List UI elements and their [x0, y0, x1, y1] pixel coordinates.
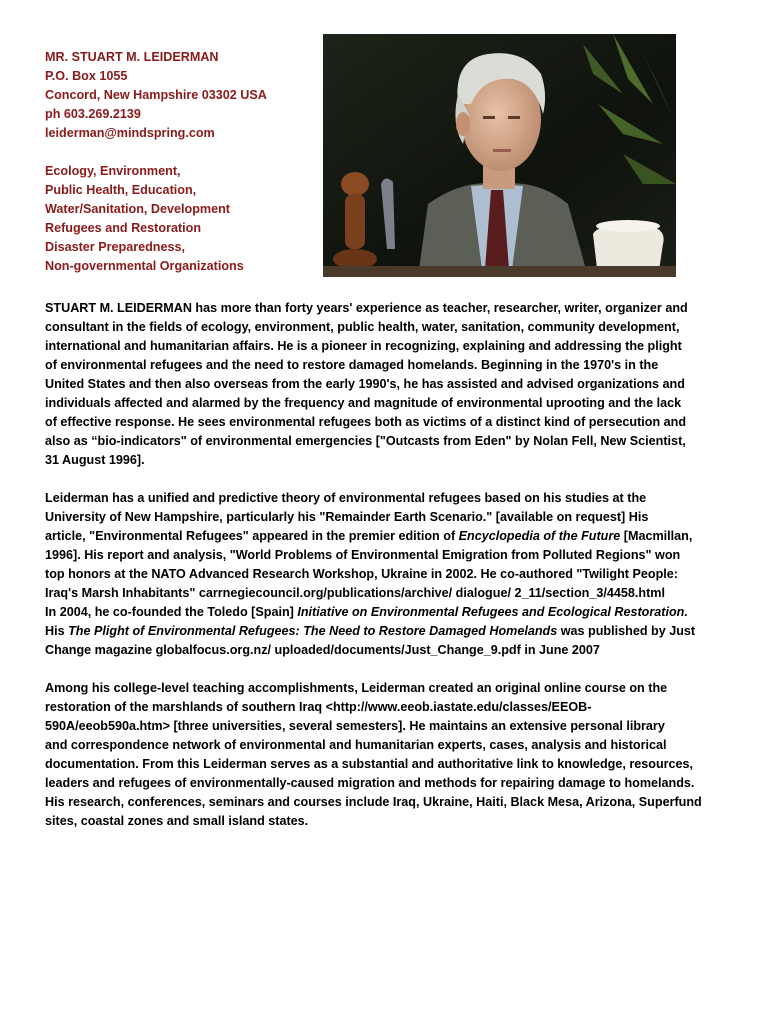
text-line: top honors at the NATO Advanced Research Workshop, Ukraine in 2002. He co-authored "Twilight People: [45, 567, 678, 581]
text-line: Change magazine globalfocus.org.nz/ uploaded/documents/Just_Change_9.pdf in June 2007 [45, 643, 600, 657]
paragraph-1 [45, 299, 735, 470]
text-line: University of New Hampshire, particularly his "Remainder Earth Scenario." [available on request] His [45, 510, 649, 524]
text-line: 1996]. His report and analysis, "World Problems of Environmental Emigration from Polluted Regions" won [45, 548, 681, 562]
biography-body [45, 299, 735, 850]
text-run: In 2004, he co-founded the Toledo [Spain] [45, 605, 298, 619]
field-item: Ecology, Environment, [45, 164, 181, 178]
text-line: 31 August 1996]. [45, 453, 145, 467]
text-line: also as “bio-indicators" of environmental emergencies ["Outcasts from Eden" by Nolan Fell, New Scientist, [45, 434, 686, 448]
field-item: Water/Sanitation, Development [45, 202, 230, 216]
text-line: international and humanitarian affairs. He is a pioneer in recognizing, explaining and addressing the plight [45, 339, 682, 353]
book-title: Encyclopedia of the Future [458, 529, 621, 543]
text-line: 590A/eeob590a.htm> [three universities, several semesters]. He maintains an extensive personal library [45, 719, 665, 733]
text-line: Among his college-level teaching accomplishments, Leiderman created an original online course on the [45, 681, 668, 695]
contact-city: Concord, New Hampshire 03302 USA [45, 88, 267, 102]
text-run: article, "Environmental Refugees" appeared in the premier edition of [45, 529, 459, 543]
text-line: restoration of the marshlands of southern Iraq <http://www.eeob.iastate.edu/classes/EEOB- [45, 700, 592, 714]
field-item: Public Health, Education, [45, 183, 197, 197]
contact-po-box: P.O. Box 1055 [45, 69, 128, 83]
field-item: Refugees and Restoration [45, 221, 202, 235]
text-line [45, 603, 735, 622]
portrait-photo [323, 34, 676, 277]
field-item: Disaster Preparedness, [45, 240, 186, 254]
text-run: was published by Just [557, 624, 696, 638]
text-line: individuals affected and alarmed by the frequency and magnitude of environmental uprooting and the lack [45, 396, 682, 410]
text-line: sites, coastal zones and small island states. [45, 814, 309, 828]
text-line: Leiderman has a unified and predictive theory of environmental refugees based on his studies at the [45, 491, 647, 505]
paragraph-3 [45, 679, 735, 831]
contact-phone: ph 603.269.2139 [45, 107, 141, 121]
text-line: Iraq's Marsh Inhabitants" carrnegiecouncil.org/publications/archive/ dialogue/ 2_11/section_3/4458.html [45, 586, 665, 600]
text-line: consultant in the fields of ecology, environment, public health, water, sanitation, community development, [45, 320, 680, 334]
paragraph-2 [45, 489, 735, 660]
text-line: leaders and refugees of environmentally-caused migration and methods for repairing damage to homelands. [45, 776, 695, 790]
text-line: documentation. From this Leiderman serves as a substantial and authoritative link to knowledge, resources, [45, 757, 694, 771]
text-line [45, 527, 735, 546]
article-title: The Plight of Environmental Refugees: The Need to Restore Damaged Homelands [68, 624, 558, 638]
text-line: United States and then also overseas from the early 1990's, he has assisted and advised organizations and [45, 377, 685, 391]
field-item: Non-governmental Organizations [45, 259, 244, 273]
contact-name: MR. STUART M. LEIDERMAN [45, 50, 219, 64]
text-line [45, 622, 735, 641]
text-line: His research, conferences, seminars and courses include Iraq, Ukraine, Haiti, Black Mesa, Arizona, Superfund [45, 795, 702, 809]
contact-email[interactable]: leiderman@mindspring.com [45, 126, 215, 140]
text-line: of effective response. He sees environmental refugees both as victims of a distinct kind of persecution and [45, 415, 687, 429]
text-line: STUART M. LEIDERMAN has more than forty years' experience as teacher, researcher, writer, organizer and [45, 301, 688, 315]
text-run: [Macmillan, [620, 529, 693, 543]
text-run: His [45, 624, 69, 638]
initiative-title: Initiative on Environmental Refugees and Ecological Restoration. [297, 605, 688, 619]
text-line: and correspondence network of environmental and humanitarian experts, cases, analysis and historical [45, 738, 667, 752]
text-line: of environmental refugees and the need to restore damaged homelands. Beginning in the 1970's in the [45, 358, 659, 372]
contact-block [45, 48, 320, 276]
